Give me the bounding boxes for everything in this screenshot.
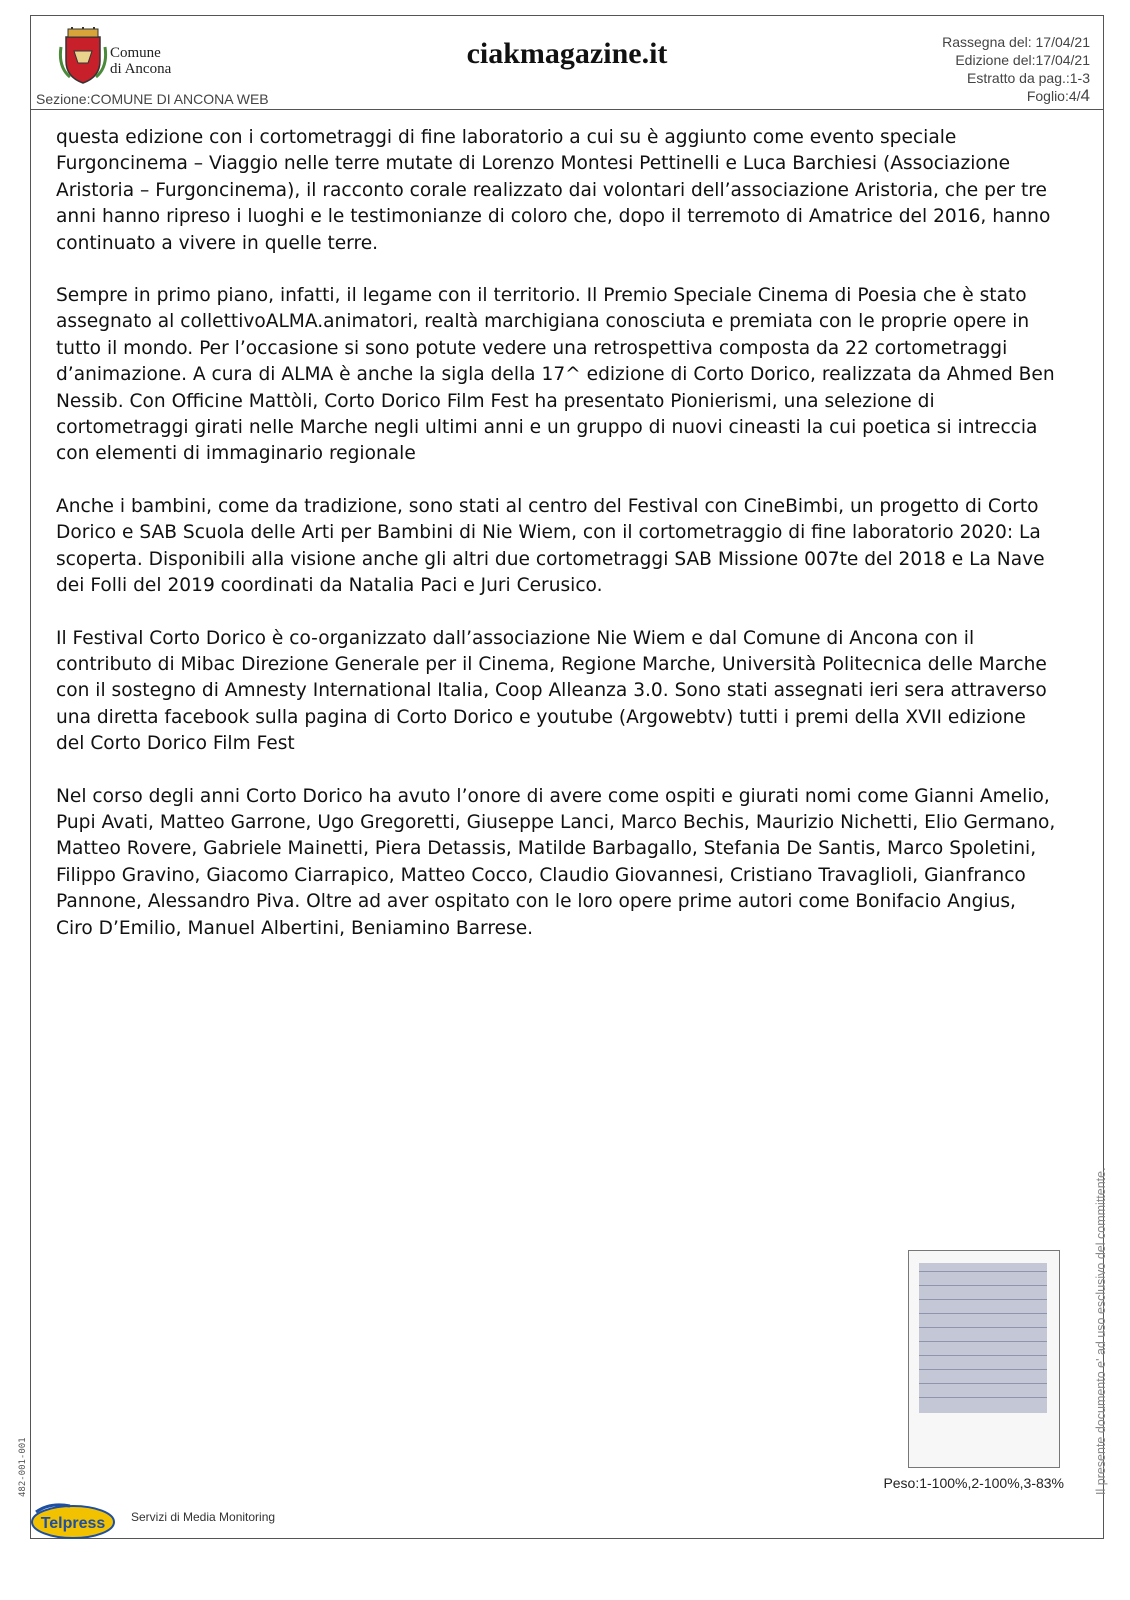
rassegna-date: Rassegna del: 17/04/21 — [942, 34, 1090, 50]
article-body — [56, 125, 1056, 968]
estratto-pages: Estratto da pag.:1-3 — [967, 70, 1090, 86]
paragraph-2: Sempre in primo piano, infatti, il legame con il territorio. Il Premio Speciale Cinema di Poesia che è stato assegnato al collettivoALMA.animatori, realtà marchigiana conosciuta e premiata con le proprie opere in tutto il mondo. Per l’occasione si sono potute vedere una retrospettiva composta da 22 cortometraggi d’animazione. A cura di ALMA è anche la sigla della 17^ edizione di Corto Dorico, realizzata da Ahmed Ben Nessib. Con Officine Mattòli, Corto Dorico Film Fest ha presentato Pionierismi, una selezione di cortometraggi girati nelle Marche negli ultimi anni e un gruppo di nuovi cineasti la cui poetica si intreccia con elementi di immaginario regionale — [56, 285, 1055, 465]
clipping-metadata — [942, 33, 1090, 105]
comune-line-2: di Ancona — [110, 61, 172, 77]
foglio-label: Foglio:4/ — [1026, 88, 1081, 104]
telpress-logo-icon — [30, 1502, 116, 1540]
thumbnail-line — [919, 1369, 1047, 1370]
page-header — [30, 15, 1104, 110]
disclaimer-vertical: Il presente documento e' ad uso esclusivo del committente. — [1094, 1167, 1108, 1495]
thumbnail-line — [919, 1355, 1047, 1356]
thumbnail-line — [919, 1397, 1047, 1398]
document-code: 482-001-001 — [18, 1437, 28, 1497]
foglio-total: 4 — [1080, 86, 1090, 105]
thumbnail-line — [919, 1313, 1047, 1314]
servizi-label: Servizi di Media Monitoring — [131, 1510, 276, 1524]
section-label: Sezione:COMUNE DI ANCONA WEB — [36, 91, 269, 107]
comune-line-1: Comune — [110, 45, 161, 61]
thumbnail-line — [919, 1383, 1047, 1384]
paragraph-4: Il Festival Corto Dorico è co-organizzato dall’associazione Nie Wiem e dal Comune di Ancona con il contributo di Mibac Direzione Generale per il Cinema, Regione Marche, Università Politecnica delle Marche con il sostegno di Amnesty International Italia, Coop Alleanza 3.0. Sono stati assegnati ieri sera attraverso una diretta facebook sulla pagina di Corto Dorico e youtube (Argowebtv) tutti i premi della XVII edizione del Corto Dorico Film Fest — [56, 627, 1047, 755]
thumbnail-line — [919, 1327, 1047, 1328]
paragraph-1: questa edizione con i cortometraggi di fine laboratorio a cui su è aggiunto come evento speciale Furgoncinema – Viaggio nelle terre mutate di Lorenzo Montesi Pettinelli e Luca Barchiesi (Associazione Aristoria – Furgoncinema), il racconto corale realizzato dai volontari dell’associazione Aristoria, che per tre anni hanno ripreso i luoghi e le testimonianze di coloro che, dopo il terremoto di Amatrice del 2016, hanno continuato a vivere in quelle terre. — [56, 127, 1051, 254]
foglio-count — [942, 87, 1090, 105]
paragraph-3: Anche i bambini, come da tradizione, sono stati al centro del Festival con CineBimbi, un progetto di Corto Dorico e SAB Scuola delle Arti per Bambini di Nie Wiem, con il cortometraggio di fine laboratorio 2020: La scoperta. Disponibili alla visione anche gli altri due cortometraggi SAB Missione 007te del 2018 e La Nave dei Folli del 2019 coordinati da Natalia Paci e Juri Cerusico. — [56, 495, 1045, 597]
peso-label: Peso:1-100%,2-100%,3-83% — [883, 1475, 1064, 1491]
thumbnail-line — [919, 1299, 1047, 1300]
masthead-title: ciakmagazine.it — [466, 37, 668, 70]
thumbnail-line — [919, 1285, 1047, 1286]
svg-text:Telpress: Telpress — [40, 1515, 106, 1532]
edizione-date: Edizione del:17/04/21 — [955, 52, 1090, 68]
paragraph-5: Nel corso degli anni Corto Dorico ha avuto l’onore di avere come ospiti e giurati nomi come Gianni Amelio, Pupi Avati, Matteo Garrone, Ugo Gregoretti, Giuseppe Lanci, Marco Bechis, Maurizio Nichetti, Elio Germano, Matteo Rovere, Gabriele Mainetti, Piera Detassis, Matilde Barbagallo, Stefania De Santis, Marco Spoletini, Filippo Gravino, Giacomo Ciarrapico, Matteo Cocco, Claudio Giovannesi, Cristiano Travaglioli, Gianfranco Pannone, Alessandro Piva. Oltre ad aver ospitato con le loro opere prime autori come Bonifacio Angius, Ciro D’Emilio, Manuel Albertini, Beniamino Barrese. — [56, 785, 1056, 939]
page-thumbnail — [908, 1250, 1060, 1468]
thumbnail-line — [919, 1271, 1047, 1272]
thumbnail-line — [919, 1341, 1047, 1342]
